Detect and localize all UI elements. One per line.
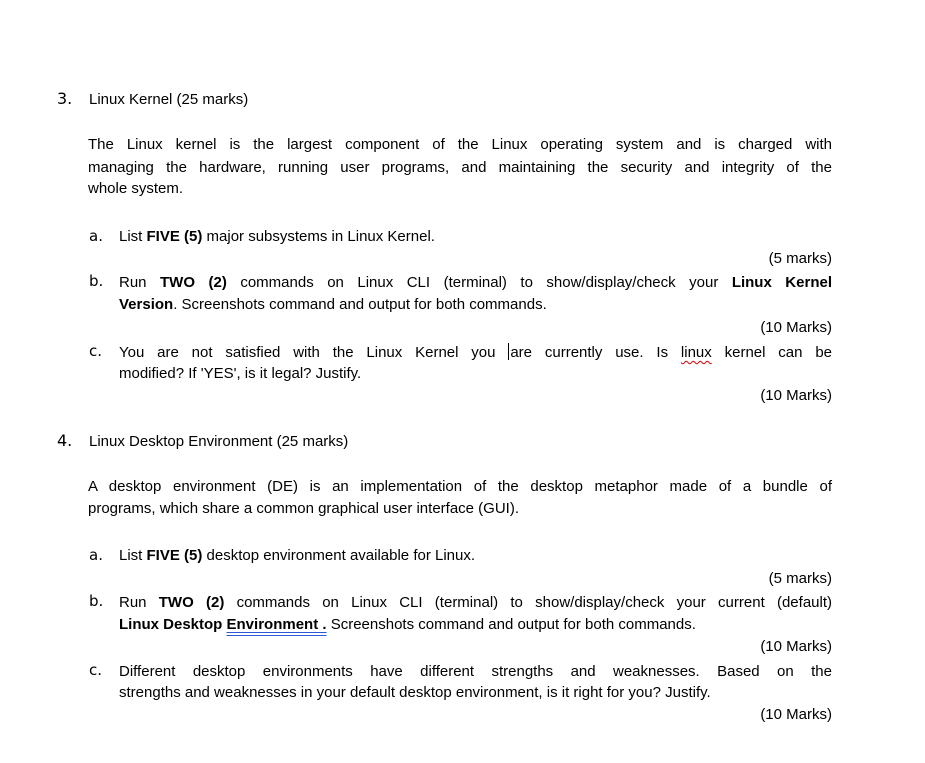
question-4-number: 4.	[57, 431, 73, 450]
question-4b-line-2: Linux Desktop Environment . Screenshots command and output for both commands.	[119, 616, 696, 633]
question-3c-letter: c.	[89, 342, 103, 360]
question-4c-line-2: strengths and weaknesses in your default desktop environment, is it right for you? Justify.	[119, 684, 711, 701]
question-3b-letter: b.	[89, 272, 104, 290]
question-3a-text: List FIVE (5) major subsystems in Linux Kernel.	[119, 228, 435, 245]
question-4-intro-line-2: programs, which share a common graphical user interface (GUI).	[88, 500, 520, 517]
question-3-number: 3.	[57, 89, 73, 108]
spelling-error-mark: linux	[680, 344, 712, 361]
question-3c-line-1: You are not satisfied with the Linux Kernel you are currently use. Is linux kernel can be	[119, 344, 832, 361]
question-3-intro-line-1: The Linux kernel is the largest component of the Linux operating system and is charged with	[88, 136, 832, 153]
question-3c-line-2: modified? If 'YES', is it legal? Justify.	[119, 365, 362, 382]
question-4b-marks: (10 Marks)	[760, 638, 832, 655]
question-4c-letter: c.	[89, 661, 103, 679]
question-4c-marks: (10 Marks)	[760, 706, 832, 723]
question-3-intro-line-3: whole system.	[88, 180, 184, 197]
question-3b-marks: (10 Marks)	[760, 319, 832, 336]
question-4a-marks: (5 marks)	[768, 570, 832, 587]
question-4a-text: List FIVE (5) desktop environment available for Linux.	[119, 547, 476, 564]
question-3a-letter: a.	[89, 227, 103, 245]
question-3-intro-line-2: managing the hardware, running user programs, and maintaining the security and integrity of the	[88, 159, 832, 176]
question-3a-marks: (5 marks)	[768, 250, 832, 267]
question-4c-line-1: Different desktop environments have different strengths and weaknesses. Based on the	[119, 663, 832, 680]
question-3-title: Linux Kernel (25 marks)	[89, 91, 249, 108]
question-4b-letter: b.	[89, 592, 104, 610]
grammar-error-mark: Environment .	[226, 616, 327, 633]
question-4-title: Linux Desktop Environment (25 marks)	[89, 433, 349, 450]
question-4a-letter: a.	[89, 546, 103, 564]
question-3c-marks: (10 Marks)	[760, 387, 832, 404]
question-4b-line-1: Run TWO (2) commands on Linux CLI (terminal) to show/display/check your current (default)	[119, 594, 833, 611]
question-4-intro-line-1: A desktop environment (DE) is an implementation of the desktop metaphor made of a bundle of	[88, 478, 832, 495]
question-3b-line-2: Version. Screenshots command and output for both commands.	[119, 296, 547, 313]
question-3b-line-1: Run TWO (2) commands on Linux CLI (terminal) to show/display/check your Linux Kernel	[119, 274, 832, 291]
